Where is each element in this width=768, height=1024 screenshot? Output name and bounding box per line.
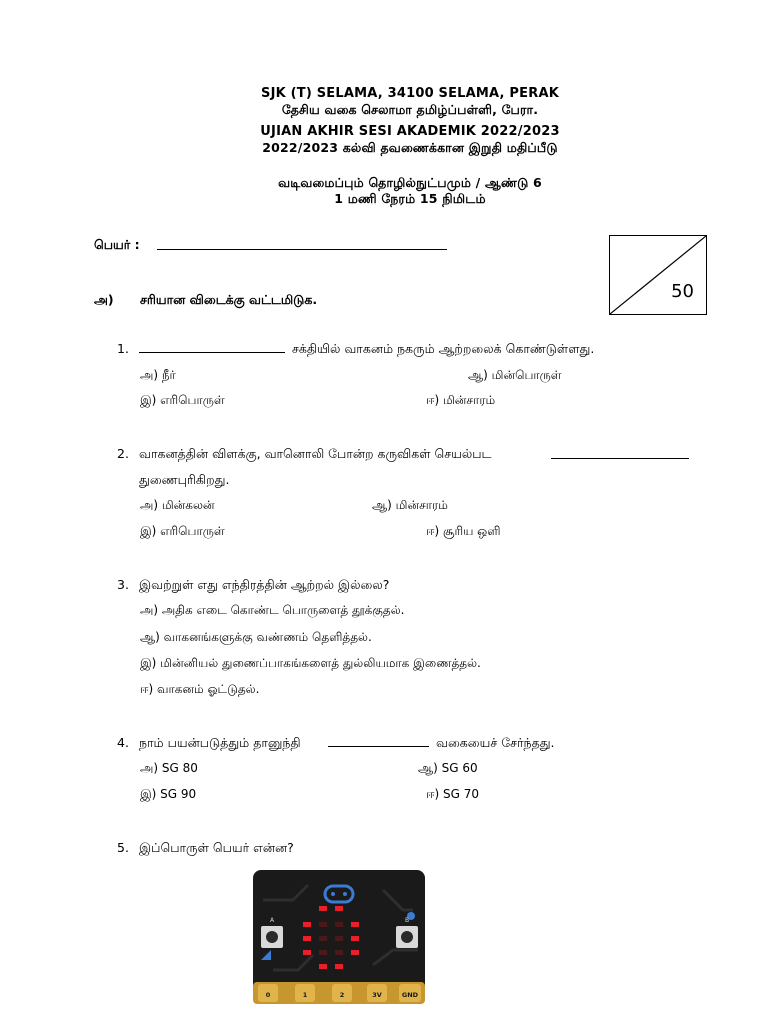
microbit-button-a-cap <box>266 931 278 943</box>
q5-number: 5. <box>117 840 129 855</box>
pin-label-3v: 3V <box>372 991 382 999</box>
led-off <box>335 922 343 927</box>
exam-title-english: UJIAN AKHIR SESI AKADEMIK 2022/2023 <box>260 124 560 139</box>
q1-blank[interactable] <box>139 352 285 353</box>
q2-text: வாகனத்தின் விளக்கு, வானொலி போன்ற கருவிகள் செயல்பட <box>139 446 492 461</box>
led-lit <box>319 964 327 969</box>
score-box <box>609 235 707 315</box>
q1-number: 1. <box>117 341 129 356</box>
microbit-logo-dot-right <box>343 892 347 896</box>
led-off <box>335 936 343 941</box>
led-off <box>319 936 327 941</box>
led-off <box>319 922 327 927</box>
led-off <box>335 950 343 955</box>
q4-text: நாம் பயன்படுத்தும் தானுந்தி <box>139 735 301 750</box>
subject-title: வடிவமைப்பும் தொழில்நுட்பமும் / ஆண்டு 6 <box>278 175 542 190</box>
q1-option-a[interactable]: அ) நீர் <box>140 368 176 382</box>
button-b-label: B <box>404 917 410 924</box>
q3-text: இவற்றுள் எது எந்திரத்தின் ஆற்றல் இல்லை? <box>139 577 390 592</box>
q1-option-c[interactable]: இ) எரிபொருள் <box>140 393 225 407</box>
led-lit <box>351 950 359 955</box>
q4-option-c[interactable]: இ) SG 90 <box>140 787 197 801</box>
name-label <box>94 237 140 254</box>
led-lit <box>303 922 311 927</box>
school-name-english: SJK (T) SELAMA, 34100 SELAMA, PERAK <box>261 86 559 101</box>
microbit-logo-dot-left <box>331 892 335 896</box>
q3-number: 3. <box>117 577 129 592</box>
led-off <box>319 950 327 955</box>
pin-label-gnd: GND <box>401 991 419 999</box>
q4-option-a[interactable]: அ) SG 80 <box>140 761 198 775</box>
button-a-label: A <box>269 917 275 924</box>
led-lit <box>303 936 311 941</box>
name-label-text: பெயர் : <box>94 237 140 252</box>
led-lit <box>335 906 343 911</box>
microbit-button-b-cap <box>401 931 413 943</box>
q4-option-d[interactable]: ஈ) SG 70 <box>426 787 479 801</box>
q4-text-after: வகையைச் சேர்ந்தது. <box>436 735 555 750</box>
q2-number: 2. <box>117 446 129 461</box>
q2-blank[interactable] <box>551 458 689 459</box>
pin-label-0: 0 <box>265 991 271 999</box>
q1-text: சக்தியில் வாகனம் நகரும் ஆற்றலைக் கொண்டுள்ளது. <box>292 341 595 356</box>
microbit-board-svg <box>253 870 425 1004</box>
led-lit <box>319 906 327 911</box>
score-total: 50 <box>671 281 694 302</box>
q2-text-line2: துணைபுரிகிறது. <box>139 472 230 487</box>
section-marker: அ) <box>94 292 114 307</box>
q5-text: இப்பொருள் பெயர் என்ன? <box>139 840 294 855</box>
q3-option-a[interactable]: அ) அதிக எடை கொண்ட பொருளைத் தூக்குதல். <box>140 603 405 617</box>
q4-option-b[interactable]: ஆ) SG 60 <box>418 761 478 775</box>
exam-duration: 1 மணி நேரம் 15 நிமிடம் <box>334 191 486 206</box>
section-instruction: சரியான விடைக்கு வட்டமிடுக. <box>140 292 318 307</box>
led-lit <box>351 936 359 941</box>
q3-option-d[interactable]: ஈ) வாகனம் ஓட்டுதல். <box>140 682 260 696</box>
led-lit <box>351 922 359 927</box>
led-lit <box>335 964 343 969</box>
microbit-board-image <box>253 870 425 1004</box>
school-name-tamil: தேசிய வகை செலாமா தமிழ்ப்பள்ளி, பேரா. <box>281 102 539 117</box>
q2-option-c[interactable]: இ) எரிபொருள் <box>140 524 225 538</box>
q4-blank[interactable] <box>328 746 429 747</box>
q3-option-c[interactable]: இ) மின்னியல் துணைப்பாகங்களைத் துல்லியமாக இணைத்தல். <box>140 656 481 670</box>
q2-option-a[interactable]: அ) மின்கலன் <box>140 498 215 512</box>
q4-number: 4. <box>117 735 129 750</box>
score-box-diagonal <box>610 236 706 314</box>
q1-option-b[interactable]: ஆ) மின்பொருள் <box>468 368 562 382</box>
q1-option-d[interactable]: ஈ) மின்சாரம் <box>426 393 496 407</box>
q2-option-d[interactable]: ஈ) சூரிய ஒளி <box>426 524 501 538</box>
q2-option-b[interactable]: ஆ) மின்சாரம் <box>372 498 448 512</box>
pin-label-1: 1 <box>302 991 308 999</box>
q3-option-b[interactable]: ஆ) வாகனங்களுக்கு வண்ணம் தெளித்தல். <box>140 630 372 644</box>
exam-title-tamil: 2022/2023 கல்வி தவணைக்கான இறுதி மதிப்பீடு <box>262 140 558 155</box>
name-input-line[interactable] <box>157 249 447 250</box>
pin-label-2: 2 <box>339 991 345 999</box>
led-lit <box>303 950 311 955</box>
